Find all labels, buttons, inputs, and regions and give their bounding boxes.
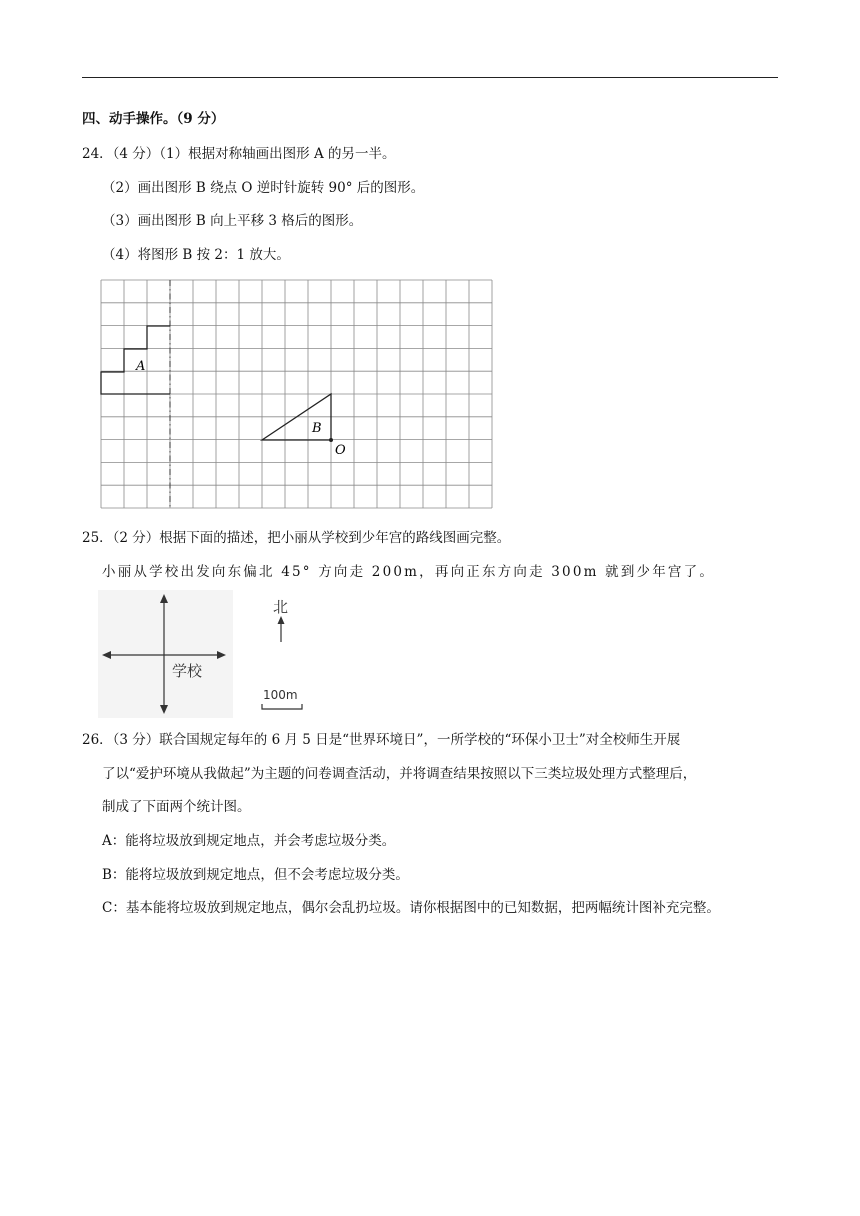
q26-item-c: C：基本能将垃圾放到规定地点，偶尔会乱扔垃圾。请你根据图中的已知数据，把两幅统计图补充完整。 — [102, 900, 720, 916]
q25-route-figure — [98, 590, 308, 720]
point-o — [329, 438, 333, 442]
label-a: A — [136, 359, 146, 374]
q25-line1: 25．（2 分）根据下面的描述，把小丽从学校到少年宫的路线图画完整。 — [82, 530, 511, 546]
north-label: 北 — [273, 598, 289, 616]
north-arrow-head — [278, 616, 285, 624]
q24-line1: 24．（4 分）（1）根据对称轴画出图形 A 的另一半。 — [82, 146, 396, 162]
scale-bar — [262, 704, 302, 709]
q24-line2: （2）画出图形 B 绕点 O 逆时针旋转 90° 后的图形。 — [102, 180, 425, 196]
q24-line3: （3）画出图形 B 向上平移 3 格后的图形。 — [102, 213, 363, 229]
q25-line2: 小丽从学校出发向东偏北 45° 方向走 200m，再向正东方向走 300m 就到少年宫了。 — [102, 564, 716, 580]
q24-grid-figure — [96, 276, 498, 514]
scale-label: 100m — [263, 688, 298, 702]
header-rule — [82, 77, 778, 78]
q26-item-a: A：能将垃圾放到规定地点，并会考虑垃圾分类。 — [102, 833, 396, 849]
q26-line1: 26．（3 分）联合国规定每年的 6 月 5 日是“世界环境日”，一所学校的“环保小卫士”对全校师生开展 — [82, 732, 681, 748]
school-label: 学校 — [172, 662, 203, 680]
q26-line2: 了以“爱护环境从我做起”为主题的问卷调查活动，并将调查结果按照以下三类垃圾处理方式整理后， — [102, 766, 697, 782]
q24-line4: （4）将图形 B 按 2：1 放大。 — [102, 247, 290, 263]
q26-line3: 制成了下面两个统计图。 — [102, 799, 251, 815]
label-b: B — [312, 421, 322, 436]
label-o: O — [335, 443, 346, 458]
q26-item-b: B：能将垃圾放到规定地点，但不会考虑垃圾分类。 — [102, 867, 409, 883]
section-title: 四、动手操作。（9 分） — [82, 111, 225, 127]
